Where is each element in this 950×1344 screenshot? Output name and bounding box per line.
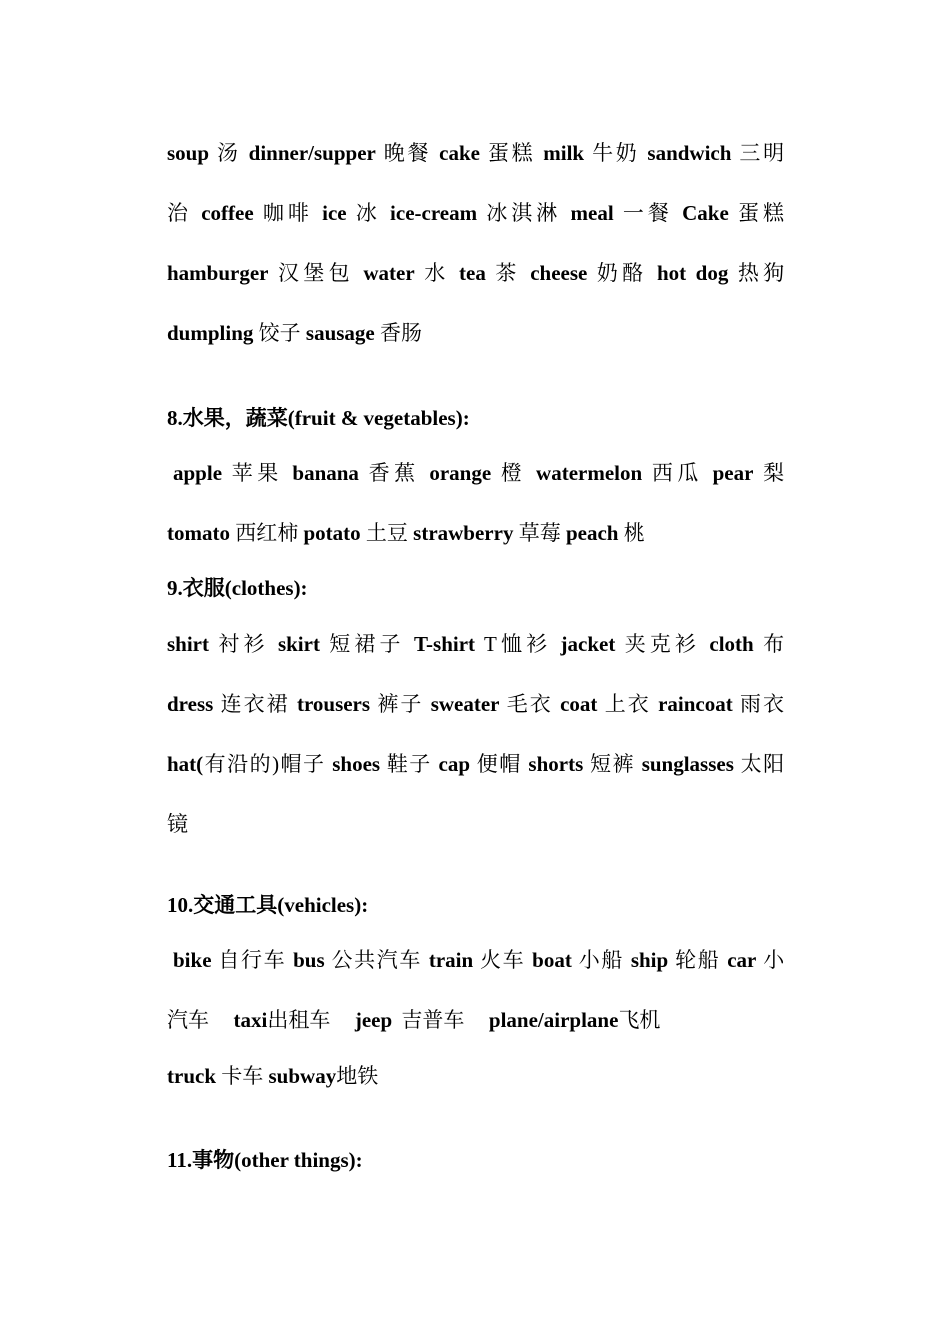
word-zh: 短裙子 <box>329 632 405 656</box>
word-zh: 西瓜 <box>651 461 703 485</box>
word-en: pear <box>712 461 754 485</box>
word-zh: 轮船 <box>675 948 721 972</box>
section-heading-other: 11.事物(other things): <box>167 1148 363 1172</box>
word-zh: 梨 <box>763 461 785 485</box>
word-en: hot dog <box>656 261 729 285</box>
word-zh: 衬衫 <box>218 632 269 656</box>
word-en: apple <box>173 461 223 485</box>
word-en: Cake <box>682 201 729 225</box>
word-zh: 上衣 <box>604 692 651 716</box>
food-line-3 <box>167 260 784 286</box>
word-en: bike <box>173 948 212 972</box>
vehicles-line-2 <box>167 1007 784 1033</box>
word-en: watermelon <box>536 461 643 485</box>
word-en: sausage <box>305 321 375 345</box>
clothes-line-4 <box>167 811 784 837</box>
word-zh: 香蕉 <box>368 461 420 485</box>
word-en: trousers <box>296 692 371 716</box>
word-en: truck <box>167 1064 216 1088</box>
fruit-line-1 <box>167 460 784 486</box>
word-zh: 雨衣 <box>740 692 785 716</box>
word-en: meal <box>570 201 614 225</box>
word-zh: 毛衣 <box>506 692 553 716</box>
word-en: coat <box>560 692 598 716</box>
word-en: banana <box>292 461 359 485</box>
food-line-1 <box>167 140 784 166</box>
word-zh: 夹克衫 <box>624 632 701 656</box>
hat-entry <box>167 752 325 776</box>
word-en: train <box>428 948 474 972</box>
word-zh: 裤子 <box>377 692 424 716</box>
section-heading-fruit: 8.水果，蔬菜(fruit & vegetables): <box>167 406 470 430</box>
word-zh: 布 <box>763 632 785 656</box>
word-zh: 自行车 <box>218 948 287 972</box>
word-en: strawberry <box>413 521 514 545</box>
word-zh: 鞋子 <box>386 752 432 776</box>
word-en: tea <box>459 261 486 285</box>
word-en: jacket <box>560 632 616 656</box>
word-zh: 蛋糕 <box>487 141 536 165</box>
word-en: taxi <box>233 1008 268 1032</box>
vehicles-line-1 <box>167 947 784 973</box>
word-en: orange <box>429 461 492 485</box>
word-zh: 三明 <box>739 141 785 165</box>
word-zh: 小船 <box>578 948 624 972</box>
word-en: tomato <box>167 521 230 545</box>
word-en: subway <box>268 1064 337 1088</box>
word-zh: 短裤 <box>590 752 635 776</box>
word-zh: 汉堡包 <box>278 261 354 285</box>
vehicles-line-3 <box>167 1063 784 1089</box>
word-zh: 奶酪 <box>596 261 648 285</box>
word-zh: 饺子 <box>258 321 301 345</box>
word-zh: 牛奶 <box>592 141 640 165</box>
word-en: cap <box>438 752 470 776</box>
word-en: hamburger <box>167 261 269 285</box>
word-en: sweater <box>430 692 500 716</box>
word-zh: 桃 <box>623 521 645 545</box>
word-en: shorts <box>528 752 584 776</box>
word-en: car <box>727 948 757 972</box>
word-en: shirt <box>167 632 209 656</box>
fruit-line-2 <box>167 520 784 546</box>
word-zh: 热狗 <box>737 261 785 285</box>
word-zh: 土豆 <box>365 521 408 545</box>
word-en: dinner/supper <box>248 141 376 165</box>
word-en: bus <box>293 948 325 972</box>
word-zh: 冰 <box>355 201 381 225</box>
word-zh: 汽车 <box>167 1008 209 1032</box>
word-en: potato <box>303 521 361 545</box>
word-zh: 汤 <box>216 141 241 165</box>
word-zh: 小 <box>763 948 785 972</box>
clothes-line-3 <box>167 751 784 777</box>
clothes-line-1 <box>167 631 784 657</box>
word-zh: 地铁 <box>336 1064 379 1088</box>
word-zh: 吉普车 <box>401 1008 465 1032</box>
word-zh: 卡车 <box>221 1064 264 1088</box>
food-line-2 <box>167 200 784 226</box>
food-line-4 <box>167 320 784 346</box>
word-zh: 冰淇淋 <box>486 201 562 225</box>
word-zh: 茶 <box>495 261 521 285</box>
word-en: ice-cream <box>390 201 478 225</box>
word-zh: 水 <box>424 261 450 285</box>
word-zh: 火车 <box>480 948 526 972</box>
word-en: boat <box>532 948 572 972</box>
word-zh: 苹果 <box>231 461 283 485</box>
word-zh: 橙 <box>500 461 527 485</box>
word-en: plane/airplane <box>488 1008 619 1032</box>
word-en: ship <box>630 948 669 972</box>
word-zh: 蛋糕 <box>738 201 784 225</box>
word-zh: 有沿的)帽子 <box>203 752 326 776</box>
word-zh: 太阳 <box>740 752 785 776</box>
word-zh: 草莓 <box>518 521 561 545</box>
word-en: sunglasses <box>641 752 734 776</box>
word-en: coffee <box>201 201 254 225</box>
word-en: ice <box>322 201 347 225</box>
word-zh: 晚餐 <box>383 141 432 165</box>
word-en: cheese <box>530 261 588 285</box>
word-en: dumpling <box>167 321 254 345</box>
word-en: hat( <box>167 752 204 776</box>
word-zh: 香肠 <box>380 321 422 345</box>
word-en: jeep <box>354 1008 393 1032</box>
word-zh: 镜 <box>167 812 188 836</box>
clothes-line-2 <box>167 691 784 717</box>
word-en: peach <box>565 521 619 545</box>
word-zh: 便帽 <box>476 752 522 776</box>
word-en: cake <box>439 141 480 165</box>
word-en: shoes <box>332 752 381 776</box>
word-en: skirt <box>277 632 320 656</box>
word-zh: 连衣裙 <box>220 692 290 716</box>
word-zh: 治 <box>167 201 192 225</box>
word-en: milk <box>543 141 585 165</box>
word-en: soup <box>167 141 210 165</box>
word-zh: 一餐 <box>622 201 673 225</box>
word-zh: 公共汽车 <box>331 948 422 972</box>
word-en: water <box>363 261 415 285</box>
word-en: sandwich <box>647 141 732 165</box>
word-en: T-shirt <box>413 632 476 656</box>
word-zh: 飞机 <box>618 1008 661 1032</box>
word-zh: 出租车 <box>267 1008 331 1032</box>
word-zh: 咖啡 <box>262 201 313 225</box>
word-zh: 西红柿 <box>235 521 299 545</box>
word-en: cloth <box>709 632 754 656</box>
word-en: raincoat <box>658 692 733 716</box>
section-heading-vehicles: 10.交通工具(vehicles): <box>167 893 369 917</box>
section-heading-clothes: 9.衣服(clothes): <box>167 576 308 600</box>
word-zh: T恤衫 <box>484 632 552 656</box>
word-en: dress <box>167 692 214 716</box>
